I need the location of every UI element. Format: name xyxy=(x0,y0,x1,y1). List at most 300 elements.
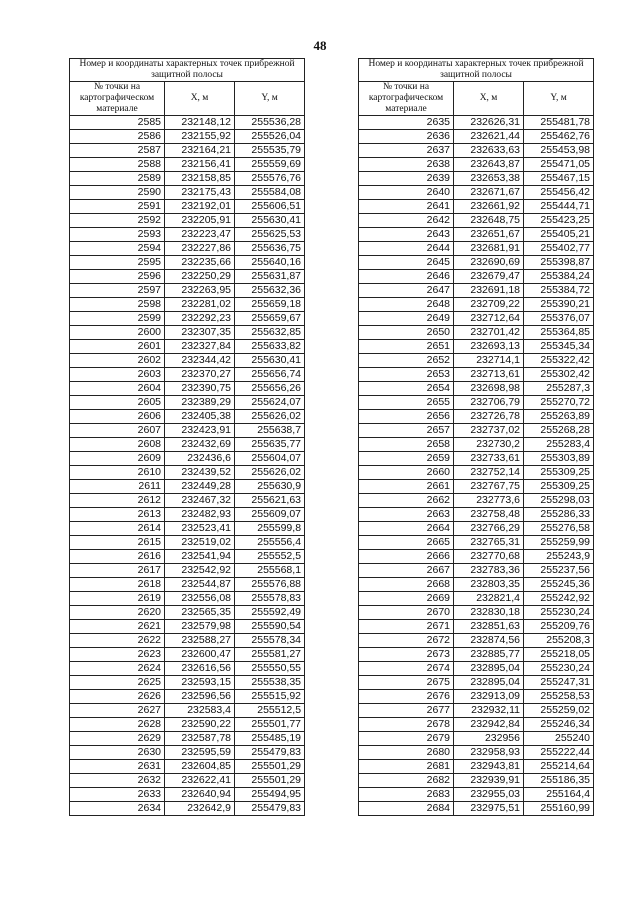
point-number-cell: 2589 xyxy=(70,172,165,186)
y-coordinate-cell: 255599,8 xyxy=(235,522,305,536)
point-number-cell: 2645 xyxy=(359,256,454,270)
table-row xyxy=(70,158,305,172)
table-row xyxy=(359,480,594,494)
table-row xyxy=(359,704,594,718)
table-row xyxy=(359,158,594,172)
table-row xyxy=(70,186,305,200)
y-coordinate-cell: 255245,36 xyxy=(524,578,594,592)
x-coordinate-cell: 232587,78 xyxy=(165,732,235,746)
x-coordinate-cell: 232885,77 xyxy=(454,648,524,662)
point-number-cell: 2591 xyxy=(70,200,165,214)
y-coordinate-cell: 255462,76 xyxy=(524,130,594,144)
x-coordinate-cell: 232263,95 xyxy=(165,284,235,298)
point-number-cell: 2609 xyxy=(70,452,165,466)
point-number-cell: 2663 xyxy=(359,508,454,522)
x-coordinate-cell: 232622,41 xyxy=(165,774,235,788)
x-coordinate-cell: 232588,27 xyxy=(165,634,235,648)
table-row xyxy=(70,144,305,158)
x-coordinate-cell: 232436,6 xyxy=(165,452,235,466)
point-number-cell: 2657 xyxy=(359,424,454,438)
x-coordinate-cell: 232633,63 xyxy=(454,144,524,158)
x-coordinate-cell: 232467,32 xyxy=(165,494,235,508)
point-number-cell: 2670 xyxy=(359,606,454,620)
y-coordinate-cell: 255268,28 xyxy=(524,424,594,438)
point-number-cell: 2590 xyxy=(70,186,165,200)
y-coordinate-cell: 255283,4 xyxy=(524,438,594,452)
y-coordinate-cell: 255576,88 xyxy=(235,578,305,592)
table-row xyxy=(70,480,305,494)
y-coordinate-cell: 255390,21 xyxy=(524,298,594,312)
point-number-cell: 2642 xyxy=(359,214,454,228)
table-row xyxy=(70,508,305,522)
y-coordinate-cell: 255481,78 xyxy=(524,116,594,130)
point-number-cell: 2600 xyxy=(70,326,165,340)
point-number-cell: 2646 xyxy=(359,270,454,284)
y-coordinate-cell: 255568,1 xyxy=(235,564,305,578)
y-coordinate-cell: 255536,28 xyxy=(235,116,305,130)
point-number-cell: 2672 xyxy=(359,634,454,648)
x-coordinate-cell: 232390,75 xyxy=(165,382,235,396)
x-coordinate-cell: 232821,4 xyxy=(454,592,524,606)
table-row xyxy=(70,214,305,228)
x-coordinate-cell: 232691,18 xyxy=(454,284,524,298)
x-coordinate-cell: 232706,79 xyxy=(454,396,524,410)
point-number-cell: 2639 xyxy=(359,172,454,186)
x-coordinate-cell: 232595,59 xyxy=(165,746,235,760)
table-row xyxy=(70,298,305,312)
table-row xyxy=(359,312,594,326)
table-row xyxy=(70,536,305,550)
table-row xyxy=(70,396,305,410)
table-body-left xyxy=(70,116,305,816)
x-coordinate-cell: 232752,14 xyxy=(454,466,524,480)
y-coordinate-cell: 255214,64 xyxy=(524,760,594,774)
x-coordinate-cell: 232830,18 xyxy=(454,606,524,620)
y-coordinate-cell: 255659,18 xyxy=(235,298,305,312)
table-row xyxy=(359,746,594,760)
y-coordinate-cell: 255556,4 xyxy=(235,536,305,550)
table-row xyxy=(70,774,305,788)
table-row xyxy=(70,732,305,746)
table-row xyxy=(70,634,305,648)
point-number-cell: 2616 xyxy=(70,550,165,564)
x-coordinate-cell: 232439,52 xyxy=(165,466,235,480)
y-coordinate-cell: 255494,95 xyxy=(235,788,305,802)
y-coordinate-cell: 255621,63 xyxy=(235,494,305,508)
x-coordinate-cell: 232307,35 xyxy=(165,326,235,340)
y-coordinate-cell: 255656,26 xyxy=(235,382,305,396)
table-row xyxy=(70,424,305,438)
x-coordinate-cell: 232730,2 xyxy=(454,438,524,452)
x-coordinate-cell: 232227,86 xyxy=(165,242,235,256)
x-coordinate-cell: 232803,35 xyxy=(454,578,524,592)
x-coordinate-cell: 232344,42 xyxy=(165,354,235,368)
point-number-cell: 2628 xyxy=(70,718,165,732)
x-coordinate-cell: 232626,31 xyxy=(454,116,524,130)
y-coordinate-cell: 255303,89 xyxy=(524,452,594,466)
point-number-cell: 2627 xyxy=(70,704,165,718)
table-row xyxy=(359,354,594,368)
point-number-cell: 2634 xyxy=(70,802,165,816)
y-coordinate-cell: 255230,24 xyxy=(524,606,594,620)
point-number-cell: 2636 xyxy=(359,130,454,144)
point-number-cell: 2617 xyxy=(70,564,165,578)
table-row xyxy=(70,340,305,354)
x-coordinate-cell: 232389,29 xyxy=(165,396,235,410)
table-row xyxy=(359,410,594,424)
point-number-cell: 2668 xyxy=(359,578,454,592)
point-number-cell: 2667 xyxy=(359,564,454,578)
y-coordinate-cell: 255209,76 xyxy=(524,620,594,634)
y-coordinate-cell: 255263,89 xyxy=(524,410,594,424)
column-header-y: Y, м xyxy=(524,82,594,116)
x-coordinate-cell: 232712,64 xyxy=(454,312,524,326)
table-row xyxy=(359,774,594,788)
y-coordinate-cell: 255376,07 xyxy=(524,312,594,326)
table-row xyxy=(359,802,594,816)
y-coordinate-cell: 255302,42 xyxy=(524,368,594,382)
table-row xyxy=(70,172,305,186)
point-number-cell: 2652 xyxy=(359,354,454,368)
x-coordinate-cell: 232713,61 xyxy=(454,368,524,382)
x-coordinate-cell: 232679,47 xyxy=(454,270,524,284)
point-number-cell: 2651 xyxy=(359,340,454,354)
table-row xyxy=(359,732,594,746)
y-coordinate-cell: 255630,41 xyxy=(235,354,305,368)
y-coordinate-cell: 255631,87 xyxy=(235,270,305,284)
point-number-cell: 2658 xyxy=(359,438,454,452)
point-number-cell: 2602 xyxy=(70,354,165,368)
table-row xyxy=(359,396,594,410)
table-row xyxy=(359,144,594,158)
point-number-cell: 2680 xyxy=(359,746,454,760)
x-coordinate-cell: 232523,41 xyxy=(165,522,235,536)
table-row xyxy=(359,298,594,312)
point-number-cell: 2618 xyxy=(70,578,165,592)
x-coordinate-cell: 232192,01 xyxy=(165,200,235,214)
x-coordinate-cell: 232604,85 xyxy=(165,760,235,774)
table-row xyxy=(359,676,594,690)
table-row xyxy=(70,718,305,732)
y-coordinate-cell: 255625,53 xyxy=(235,228,305,242)
x-coordinate-cell: 232158,85 xyxy=(165,172,235,186)
table-row xyxy=(70,746,305,760)
point-number-cell: 2594 xyxy=(70,242,165,256)
point-number-cell: 2607 xyxy=(70,424,165,438)
x-coordinate-cell: 232541,94 xyxy=(165,550,235,564)
table-row xyxy=(359,284,594,298)
point-number-cell: 2655 xyxy=(359,396,454,410)
table-row xyxy=(359,172,594,186)
table-row xyxy=(359,186,594,200)
y-coordinate-cell: 255501,29 xyxy=(235,760,305,774)
y-coordinate-cell: 255259,99 xyxy=(524,536,594,550)
point-number-cell: 2674 xyxy=(359,662,454,676)
x-coordinate-cell: 232770,68 xyxy=(454,550,524,564)
x-coordinate-cell: 232565,35 xyxy=(165,606,235,620)
x-coordinate-cell: 232542,92 xyxy=(165,564,235,578)
x-coordinate-cell: 232156,41 xyxy=(165,158,235,172)
x-coordinate-cell: 232640,94 xyxy=(165,788,235,802)
column-header-point: № точки на картографическом материале xyxy=(70,82,165,116)
y-coordinate-cell: 255485,19 xyxy=(235,732,305,746)
table-row xyxy=(70,662,305,676)
y-coordinate-cell: 255160,99 xyxy=(524,802,594,816)
x-coordinate-cell: 232690,69 xyxy=(454,256,524,270)
table-row xyxy=(70,578,305,592)
point-number-cell: 2621 xyxy=(70,620,165,634)
y-coordinate-cell: 255479,83 xyxy=(235,802,305,816)
point-number-cell: 2661 xyxy=(359,480,454,494)
table-row xyxy=(359,690,594,704)
table-row xyxy=(359,634,594,648)
x-coordinate-cell: 232370,27 xyxy=(165,368,235,382)
x-coordinate-cell: 232449,28 xyxy=(165,480,235,494)
point-number-cell: 2683 xyxy=(359,788,454,802)
point-number-cell: 2665 xyxy=(359,536,454,550)
point-number-cell: 2632 xyxy=(70,774,165,788)
table-row xyxy=(70,620,305,634)
point-number-cell: 2681 xyxy=(359,760,454,774)
x-coordinate-cell: 232327,84 xyxy=(165,340,235,354)
table-row xyxy=(70,200,305,214)
table-row xyxy=(359,466,594,480)
point-number-cell: 2649 xyxy=(359,312,454,326)
table-row xyxy=(70,788,305,802)
column-header-x: X, м xyxy=(454,82,524,116)
table-row xyxy=(359,200,594,214)
y-coordinate-cell: 255230,24 xyxy=(524,662,594,676)
y-coordinate-cell: 255218,05 xyxy=(524,648,594,662)
point-number-cell: 2604 xyxy=(70,382,165,396)
x-coordinate-cell: 232698,98 xyxy=(454,382,524,396)
point-number-cell: 2613 xyxy=(70,508,165,522)
x-coordinate-cell: 232556,08 xyxy=(165,592,235,606)
y-coordinate-cell: 255247,31 xyxy=(524,676,594,690)
table-row xyxy=(70,550,305,564)
column-header-point: № точки на картографическом материале xyxy=(359,82,454,116)
x-coordinate-cell: 232943,81 xyxy=(454,760,524,774)
x-coordinate-cell: 232593,15 xyxy=(165,676,235,690)
y-coordinate-cell: 255584,08 xyxy=(235,186,305,200)
y-coordinate-cell: 255309,25 xyxy=(524,466,594,480)
point-number-cell: 2664 xyxy=(359,522,454,536)
x-coordinate-cell: 232758,48 xyxy=(454,508,524,522)
table-row xyxy=(359,522,594,536)
table-row xyxy=(70,676,305,690)
x-coordinate-cell: 232737,02 xyxy=(454,424,524,438)
x-coordinate-cell: 232671,67 xyxy=(454,186,524,200)
x-coordinate-cell: 232175,43 xyxy=(165,186,235,200)
coordinates-table-right xyxy=(358,58,594,816)
point-number-cell: 2644 xyxy=(359,242,454,256)
point-number-cell: 2622 xyxy=(70,634,165,648)
x-coordinate-cell: 232851,63 xyxy=(454,620,524,634)
table-row xyxy=(359,578,594,592)
table-row xyxy=(359,214,594,228)
x-coordinate-cell: 232155,92 xyxy=(165,130,235,144)
table-row xyxy=(70,326,305,340)
table-row xyxy=(359,256,594,270)
x-coordinate-cell: 232579,98 xyxy=(165,620,235,634)
x-coordinate-cell: 232616,56 xyxy=(165,662,235,676)
x-coordinate-cell: 232583,4 xyxy=(165,704,235,718)
y-coordinate-cell: 255309,25 xyxy=(524,480,594,494)
table-row xyxy=(70,802,305,816)
x-coordinate-cell: 232148,12 xyxy=(165,116,235,130)
point-number-cell: 2606 xyxy=(70,410,165,424)
y-coordinate-cell: 255626,02 xyxy=(235,410,305,424)
x-coordinate-cell: 232281,02 xyxy=(165,298,235,312)
point-number-cell: 2677 xyxy=(359,704,454,718)
point-number-cell: 2656 xyxy=(359,410,454,424)
table-row xyxy=(70,690,305,704)
y-coordinate-cell: 255246,34 xyxy=(524,718,594,732)
y-coordinate-cell: 255501,77 xyxy=(235,718,305,732)
x-coordinate-cell: 232942,84 xyxy=(454,718,524,732)
x-coordinate-cell: 232955,03 xyxy=(454,788,524,802)
y-coordinate-cell: 255515,92 xyxy=(235,690,305,704)
point-number-cell: 2666 xyxy=(359,550,454,564)
x-coordinate-cell: 232701,42 xyxy=(454,326,524,340)
y-coordinate-cell: 255322,42 xyxy=(524,354,594,368)
x-coordinate-cell: 232292,23 xyxy=(165,312,235,326)
table-row xyxy=(70,242,305,256)
point-number-cell: 2625 xyxy=(70,676,165,690)
point-number-cell: 2673 xyxy=(359,648,454,662)
y-coordinate-cell: 255467,15 xyxy=(524,172,594,186)
y-coordinate-cell: 255638,7 xyxy=(235,424,305,438)
x-coordinate-cell: 232164,21 xyxy=(165,144,235,158)
y-coordinate-cell: 255258,53 xyxy=(524,690,594,704)
x-coordinate-cell: 232235,66 xyxy=(165,256,235,270)
y-coordinate-cell: 255237,56 xyxy=(524,564,594,578)
y-coordinate-cell: 255345,34 xyxy=(524,340,594,354)
point-number-cell: 2629 xyxy=(70,732,165,746)
x-coordinate-cell: 232733,61 xyxy=(454,452,524,466)
table-row xyxy=(359,130,594,144)
point-number-cell: 2619 xyxy=(70,592,165,606)
point-number-cell: 2586 xyxy=(70,130,165,144)
table-row xyxy=(359,536,594,550)
y-coordinate-cell: 255656,74 xyxy=(235,368,305,382)
y-coordinate-cell: 255456,42 xyxy=(524,186,594,200)
x-coordinate-cell: 232590,22 xyxy=(165,718,235,732)
table-row xyxy=(359,494,594,508)
y-coordinate-cell: 255559,69 xyxy=(235,158,305,172)
point-number-cell: 2624 xyxy=(70,662,165,676)
y-coordinate-cell: 255186,35 xyxy=(524,774,594,788)
point-number-cell: 2620 xyxy=(70,606,165,620)
point-number-cell: 2593 xyxy=(70,228,165,242)
point-number-cell: 2599 xyxy=(70,312,165,326)
column-header-y: Y, м xyxy=(235,82,305,116)
point-number-cell: 2653 xyxy=(359,368,454,382)
y-coordinate-cell: 255526,04 xyxy=(235,130,305,144)
point-number-cell: 2605 xyxy=(70,396,165,410)
table-row xyxy=(359,424,594,438)
x-coordinate-cell: 232205,91 xyxy=(165,214,235,228)
point-number-cell: 2597 xyxy=(70,284,165,298)
y-coordinate-cell: 255398,87 xyxy=(524,256,594,270)
table-row xyxy=(70,704,305,718)
point-number-cell: 2612 xyxy=(70,494,165,508)
y-coordinate-cell: 255552,5 xyxy=(235,550,305,564)
point-number-cell: 2626 xyxy=(70,690,165,704)
table-row xyxy=(70,522,305,536)
point-number-cell: 2601 xyxy=(70,340,165,354)
table-row xyxy=(359,550,594,564)
x-coordinate-cell: 232596,56 xyxy=(165,690,235,704)
point-number-cell: 2684 xyxy=(359,802,454,816)
table-row xyxy=(359,620,594,634)
point-number-cell: 2648 xyxy=(359,298,454,312)
table-row xyxy=(359,718,594,732)
y-coordinate-cell: 255164,4 xyxy=(524,788,594,802)
y-coordinate-cell: 255576,76 xyxy=(235,172,305,186)
point-number-cell: 2650 xyxy=(359,326,454,340)
x-coordinate-cell: 232653,38 xyxy=(454,172,524,186)
x-coordinate-cell: 232913,09 xyxy=(454,690,524,704)
y-coordinate-cell: 255242,92 xyxy=(524,592,594,606)
table-row xyxy=(70,284,305,298)
x-coordinate-cell: 232939,91 xyxy=(454,774,524,788)
y-coordinate-cell: 255640,16 xyxy=(235,256,305,270)
point-number-cell: 2660 xyxy=(359,466,454,480)
table-row xyxy=(70,606,305,620)
point-number-cell: 2631 xyxy=(70,760,165,774)
point-number-cell: 2643 xyxy=(359,228,454,242)
x-coordinate-cell: 232765,31 xyxy=(454,536,524,550)
x-coordinate-cell: 232895,04 xyxy=(454,676,524,690)
table-row xyxy=(70,256,305,270)
y-coordinate-cell: 255243,9 xyxy=(524,550,594,564)
y-coordinate-cell: 255538,35 xyxy=(235,676,305,690)
x-coordinate-cell: 232958,93 xyxy=(454,746,524,760)
table-group-header: Номер и координаты характерных точек прибрежной защитной полосы xyxy=(70,59,305,82)
x-coordinate-cell: 232423,91 xyxy=(165,424,235,438)
y-coordinate-cell: 255453,98 xyxy=(524,144,594,158)
y-coordinate-cell: 255298,03 xyxy=(524,494,594,508)
point-number-cell: 2654 xyxy=(359,382,454,396)
x-coordinate-cell: 232773,6 xyxy=(454,494,524,508)
point-number-cell: 2682 xyxy=(359,774,454,788)
table-row xyxy=(359,508,594,522)
y-coordinate-cell: 255405,21 xyxy=(524,228,594,242)
point-number-cell: 2614 xyxy=(70,522,165,536)
coordinates-table-left xyxy=(69,58,305,816)
point-number-cell: 2615 xyxy=(70,536,165,550)
point-number-cell: 2587 xyxy=(70,144,165,158)
x-coordinate-cell: 232709,22 xyxy=(454,298,524,312)
table-row xyxy=(359,760,594,774)
x-coordinate-cell: 232783,36 xyxy=(454,564,524,578)
y-coordinate-cell: 255479,83 xyxy=(235,746,305,760)
table-row xyxy=(359,116,594,130)
y-coordinate-cell: 255578,83 xyxy=(235,592,305,606)
y-coordinate-cell: 255659,67 xyxy=(235,312,305,326)
point-number-cell: 2611 xyxy=(70,480,165,494)
point-number-cell: 2671 xyxy=(359,620,454,634)
y-coordinate-cell: 255535,79 xyxy=(235,144,305,158)
point-number-cell: 2623 xyxy=(70,648,165,662)
table-row xyxy=(359,662,594,676)
table-row xyxy=(70,466,305,480)
y-coordinate-cell: 255592,49 xyxy=(235,606,305,620)
table-row xyxy=(359,326,594,340)
y-coordinate-cell: 255259,02 xyxy=(524,704,594,718)
table-row xyxy=(70,648,305,662)
